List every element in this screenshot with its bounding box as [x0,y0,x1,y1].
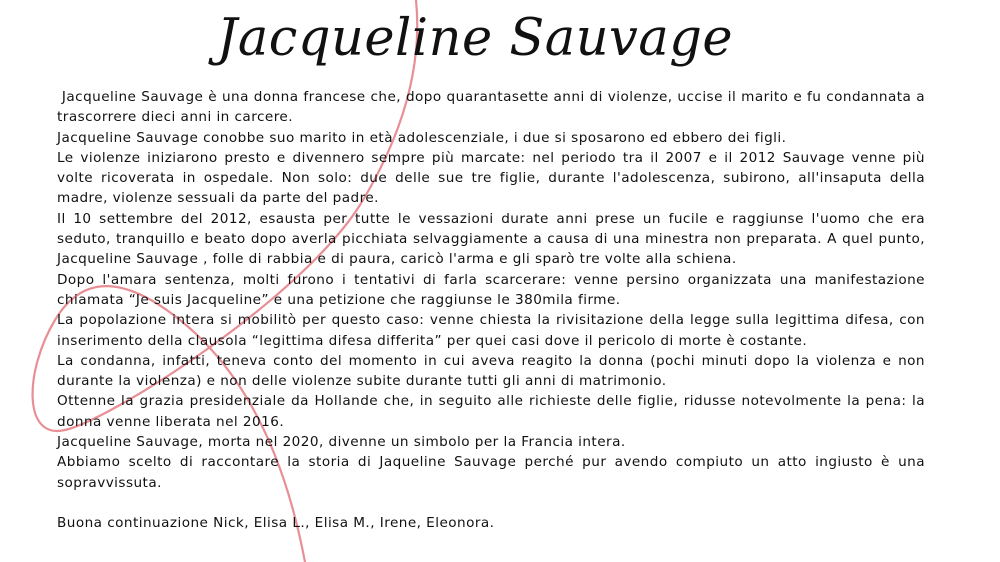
paragraph-mobilization: La popolazione intera si mobilitò per questo caso: venne chiesta la rivisitazione della legge sulla legittima difesa, con inserimento della clausola “legittima difesa differita” per quei casi dove il pericolo di morte è costante. [57,312,925,349]
paragraph-symbol: Jacqueline Sauvage, morta nel 2020, divenne un simbolo per la Francia intera. [57,434,626,451]
article-body [57,87,930,534]
paragraph-petition: Dopo l'amara sentenza, molti furono i tentativi di farla scarcerare: venne persino organizzata una manifestazione chiamata “Je suis Jacqueline” e una petizione che raggiunse le 380mila firme. [57,271,925,308]
paragraph-intro: Jacqueline Sauvage è una donna francese che, dopo quarantasette anni di violenze, uccise il marito e fu condannata a trascorrere dieci anni in carcere. [57,89,930,126]
paragraph-sentence: La condanna, infatti, teneva conto del momento in cui aveva reagito la donna (pochi minuti dopo la violenza e non durante la violenza) e non delle violenze subite durante tutti gli anni di matrimonio. [57,352,925,390]
paragraph-marriage: Jacqueline Sauvage conobbe suo marito in età adolescenziale, i due si sposarono ed ebbero dei figli. [57,129,787,146]
closing-signature: Buona continuazione Nick, Elisa L., Elisa M., Irene, Eleonora. [57,515,495,532]
paragraph-pardon: Ottenne la grazia presidenziale da Hollande che, in seguito alle richieste delle figlie, ridusse notevolmente la pena: la donna venne liberata nel 2016. [57,393,925,430]
paragraph-shooting: Il 10 settembre del 2012, esausta per tutte le vessazioni durate anni prese un fucile e raggiunse l'uomo che era seduto, tranquillo e beato dopo averla picchiata selvaggiamente a causa di una minestra non preparata. A quel punto, Jacqueline Sauvage , folle di rabbia e di paura, caricò l'arma e gli sparò tre volte alla schiena. [57,210,925,268]
paragraph-spacer [57,493,925,513]
paragraph-violence: Le violenze iniziarono presto e divennero sempre più marcate: nel periodo tra il 2007 e il 2012 Sauvage venne più volte ricoverata in ospedale. Non solo: due delle sue tre figlie, durante l'adolescenza, subirono, all'insaputa della madre, violenze sessuali da parte del padre. [57,149,925,207]
paragraph-motivation: Abbiamo scelto di raccontare la storia di Jaqueline Sauvage perché pur avendo compiuto un atto ingiusto è una sopravvissuta. [57,454,925,491]
page-title: Jacqueline Sauvage [216,9,734,68]
